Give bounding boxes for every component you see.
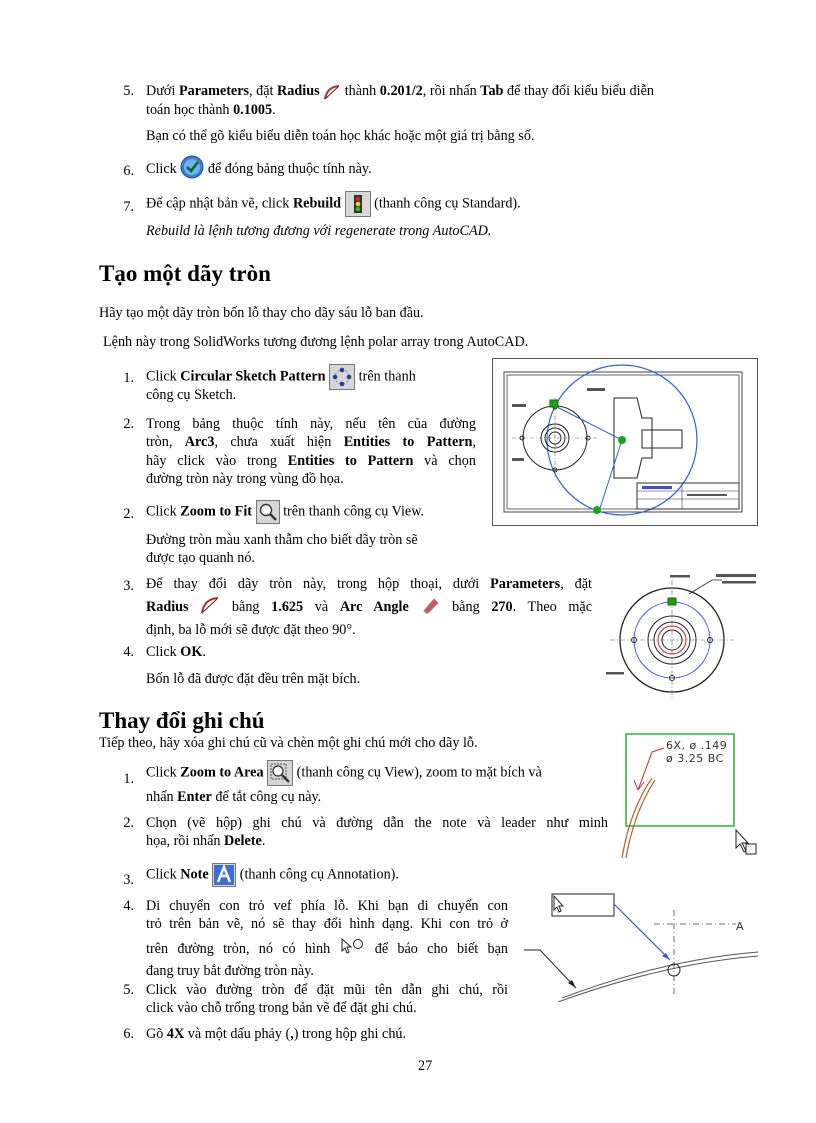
section-intro: Lệnh này trong SolidWorks tương đương lệnh polar array trong AutoCAD. bbox=[103, 334, 529, 350]
s1-step-3: Để thay đổi dãy tròn này, trong hộp thoại, dưới Parameters, đặt Radius bằng 1.625 và Arc Angle bằng 270. Theo mặc định, ba lỗ mới sẽ được đặt theo 90°. bbox=[146, 576, 592, 638]
step-number: 1. bbox=[123, 771, 134, 787]
note-icon bbox=[212, 863, 236, 887]
step-number: 6. bbox=[123, 163, 134, 179]
step-6-text: Click để đóng bảng thuộc tính này. bbox=[146, 155, 372, 184]
step-number: 3. bbox=[123, 578, 134, 594]
cursor-snap-icon bbox=[339, 937, 365, 962]
step-number: 2. bbox=[123, 815, 134, 831]
step-5-note: Bạn có thể gõ kiểu biểu diễn toán học khác hoặc một giá trị bằng số. bbox=[146, 128, 535, 144]
arc-angle-icon bbox=[420, 595, 440, 620]
s1-step-1-cont: công cụ Sketch. bbox=[146, 387, 237, 403]
circular-sketch-pattern-icon bbox=[329, 364, 355, 390]
radius-icon bbox=[323, 83, 341, 101]
s2-step-4: Di chuyển con trỏ vef phía lỗ. Khi bạn di chuyển con trỏ trên bản vẽ, nó sẽ thay đổi hình dạng. Khi con trỏ ở trên đường tròn, nó có hình để báo cho biết bạn đang truy bắt đường tròn này. bbox=[146, 898, 508, 980]
section-mark-label: A bbox=[736, 920, 744, 933]
zoom-to-area-icon bbox=[267, 760, 293, 786]
s1-step-2b: Click Zoom to Fit trên thanh công cụ View. bbox=[146, 500, 424, 524]
s1-step-4: Click OK. bbox=[146, 644, 206, 660]
drawing-sheet-figure bbox=[492, 358, 758, 526]
step-number: 4. bbox=[123, 644, 134, 660]
section-intro: Tiếp theo, hãy xóa ghi chú cũ và chèn một ghi chú mới cho dãy lỗ. bbox=[99, 735, 478, 751]
page-number: 27 bbox=[418, 1058, 433, 1074]
step-number: 5. bbox=[123, 982, 134, 998]
step-number: 2. bbox=[123, 416, 134, 432]
note-line-2: ø 3.25 BC bbox=[666, 751, 724, 765]
s1-step-2b-note: Đường tròn màu xanh thẫm cho biết dãy tròn sẽ bbox=[146, 532, 418, 548]
s2-step-1-cont: nhấn Enter để tắt công cụ này. bbox=[146, 789, 322, 805]
s2-step-1: Click Zoom to Area (thanh công cụ View), zoom to mặt bích và bbox=[146, 760, 616, 786]
section-title-change-note: Thay đổi ghi chú bbox=[99, 708, 265, 733]
s2-step-3: Click Note (thanh công cụ Annotation). bbox=[146, 863, 399, 887]
rebuild-traffic-light-icon bbox=[345, 191, 371, 217]
radius-icon bbox=[200, 595, 220, 620]
step-number: 3. bbox=[123, 872, 134, 888]
step-number: 4. bbox=[123, 898, 134, 914]
s1-step-2: Trong bảng thuộc tính này, nếu tên của đường tròn, Arc3, chưa xuất hiện Entities to Pattern, hãy click vào trong Entities to Pattern và chọn đường tròn này trong vùng đồ họa. bbox=[146, 416, 476, 488]
s1-step-2b-note: được tạo quanh nó. bbox=[146, 550, 255, 566]
section-intro: Hãy tạo một dãy tròn bốn lỗ thay cho dãy sáu lỗ ban đầu. bbox=[99, 305, 424, 321]
flange-pattern-figure bbox=[604, 572, 758, 702]
s2-step-6: Gõ 4X và một dấu phảy (,) trong hộp ghi chú. bbox=[146, 1026, 407, 1042]
s2-step-2: Chọn (vẽ hộp) ghi chú và đường dẫn the note và leader như minh họa, rồi nhấn Delete. bbox=[146, 815, 608, 850]
s1-step-1: Click Circular Sketch Pattern trên thanh bbox=[146, 364, 476, 390]
step-number: 5. bbox=[123, 83, 134, 99]
s2-step-5: Click vào đường tròn để đặt mũi tên dẫn ghi chú, rồi click vào chỗ trống trong bản vẽ để đặt ghi chú. bbox=[146, 982, 508, 1017]
note-selection-figure bbox=[618, 730, 758, 862]
note-line-1: 6X, ø .149 bbox=[666, 739, 728, 752]
step-number: 1. bbox=[123, 370, 134, 386]
step-7-text: Để cập nhật bản vẽ, click Rebuild (thanh công cụ Standard). bbox=[146, 191, 521, 217]
zoom-to-fit-icon bbox=[256, 500, 280, 524]
step-5-text: Dưới Parameters, đặt Radius thành 0.201/2, rồi nhấn Tab để thay đổi kiểu biểu diễn bbox=[146, 83, 654, 99]
step-number: 2. bbox=[123, 506, 134, 522]
step-7-note: Rebuild là lệnh tương đương với regenerate trong AutoCAD. bbox=[146, 223, 492, 239]
step-number: 6. bbox=[123, 1026, 134, 1042]
step-5-text-cont: toán học thành 0.1005. bbox=[146, 102, 276, 118]
leader-placement-figure bbox=[522, 890, 758, 1002]
section-title-circular-pattern: Tạo một dãy tròn bbox=[99, 261, 271, 286]
s1-step-4-note: Bốn lỗ đã được đặt đều trên mặt bích. bbox=[146, 671, 361, 687]
ok-check-icon bbox=[180, 155, 204, 184]
step-number: 7. bbox=[123, 199, 134, 215]
